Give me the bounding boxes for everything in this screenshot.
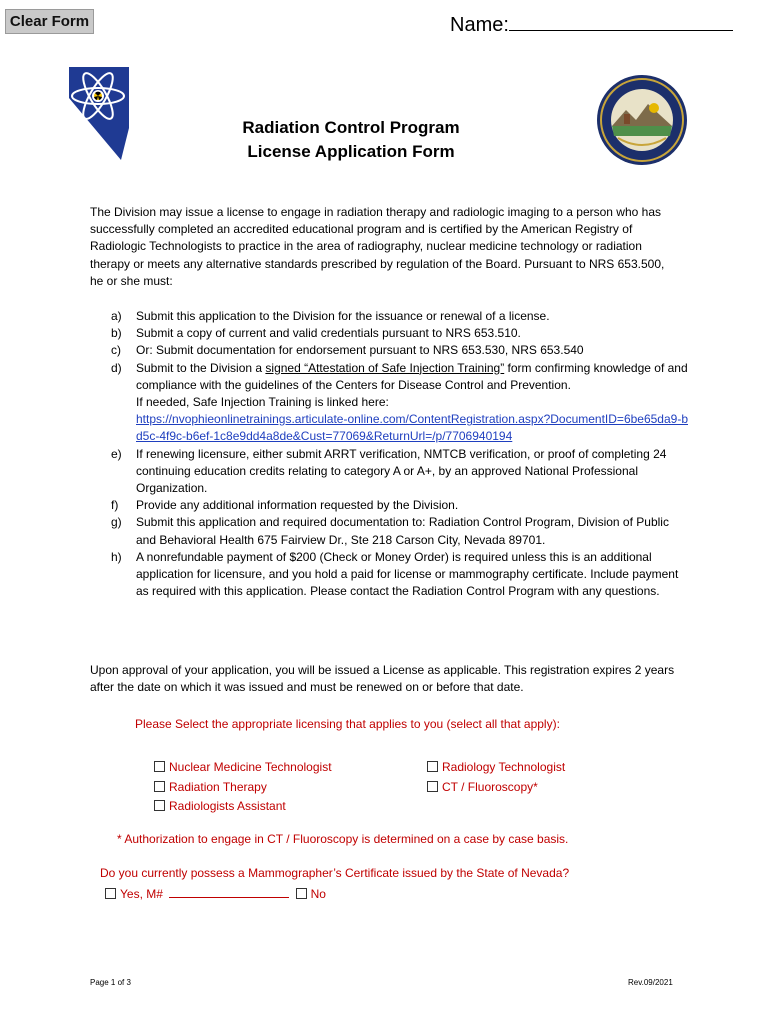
- list-item: [90, 325, 690, 342]
- checkbox-icon[interactable]: [154, 781, 165, 792]
- list-item: [90, 308, 690, 325]
- option-label: Radiologists Assistant: [169, 799, 286, 813]
- item-label: g): [111, 515, 122, 530]
- ct-authorization-note: * Authorization to engage in CT / Fluoroscopy is determined on a case by case basis.: [117, 832, 569, 846]
- option-radiology-technologist[interactable]: [427, 758, 667, 778]
- item-label: e): [111, 446, 122, 461]
- option-radiation-therapy[interactable]: [154, 778, 414, 798]
- item-label: h): [111, 549, 122, 564]
- license-options-right: [427, 758, 667, 797]
- license-options-left: [154, 758, 414, 817]
- requirements-list: [90, 308, 690, 600]
- name-field: [450, 12, 733, 37]
- page-number: Page 1 of 3: [90, 978, 131, 987]
- title-line-2: License Application Form: [247, 142, 455, 161]
- checkbox-icon[interactable]: [154, 761, 165, 772]
- item-text: A nonrefundable payment of $200 (Check or Money Order) is required unless this is an additional application for licensure, and you hold a paid for license or mammography certificate. Include payment as required with this application. Please contact the Radiation Control Program with any questions.: [136, 549, 679, 599]
- no-label: No: [310, 887, 326, 901]
- item-text: Submit this application to the Division for the issuance or renewal of a license.: [136, 309, 550, 323]
- item-text-pre: Submit to the Division a: [136, 360, 266, 375]
- option-label: Nuclear Medicine Technologist: [169, 760, 332, 774]
- name-input-line[interactable]: [509, 12, 733, 31]
- title-line-1: Radiation Control Program: [242, 118, 460, 137]
- intro-paragraph: The Division may issue a license to engage in radiation therapy and radiologic imaging to a person who has successfully completed an accredited educational program and is certified by the American Registry of Radiologic Technologists to practice in the area of radiography, nuclear medicine technology or radiation therapy or meets any alternative standards prescribed by regulation of the Board. Pursuant to NRS 653.500, he or she must:: [90, 205, 665, 288]
- mammographer-number-field[interactable]: [169, 885, 289, 898]
- item-label: f): [111, 498, 119, 513]
- attestation-form-name: signed “Attestation of Safe Injection Training”: [265, 360, 505, 375]
- license-select-prompt: Please Select the appropriate licensing that applies to you (select all that apply):: [135, 717, 560, 731]
- option-radiologists-assistant[interactable]: [154, 797, 414, 817]
- checkbox-icon[interactable]: [427, 781, 438, 792]
- option-label: CT / Fluoroscopy*: [442, 779, 538, 794]
- item-text: Provide any additional information requested by the Division.: [136, 498, 459, 513]
- option-ct-fluoroscopy[interactable]: [427, 778, 667, 798]
- item-text-post: form confirming knowledge of and compliance with the guidelines of the Centers for Disease Control and Prevention.: [136, 360, 688, 392]
- list-item: [90, 514, 690, 548]
- item-label: b): [111, 326, 122, 341]
- item-text: Submit a copy of current and valid credentials pursuant to NRS 653.510.: [136, 326, 521, 341]
- mammography-question: Do you currently possess a Mammographer’s Certificate issued by the State of Nevada?: [100, 866, 570, 880]
- clear-form-button[interactable]: Clear Form: [5, 9, 94, 34]
- checkbox-icon[interactable]: [154, 800, 165, 811]
- list-item: [90, 549, 690, 601]
- checkbox-icon[interactable]: [296, 888, 307, 899]
- approval-paragraph: Upon approval of your application, you will be issued a License as applicable. This registration expires 2 years after the date on which it was issued and must be renewed on or before that date.: [90, 663, 675, 695]
- checkbox-icon[interactable]: [427, 761, 438, 772]
- checkbox-icon[interactable]: [105, 888, 116, 899]
- mammography-answer-row: [105, 885, 505, 903]
- form-title: [0, 118, 736, 162]
- option-nuclear-medicine[interactable]: [154, 758, 414, 778]
- list-item: [90, 446, 690, 498]
- item-text: Or: Submit documentation for endorsement pursuant to NRS 653.530, NRS 653.540: [136, 343, 584, 358]
- no-option[interactable]: [296, 887, 326, 901]
- item-label: a): [111, 309, 122, 323]
- revision-date: Rev.09/2021: [628, 978, 673, 987]
- option-label: Radiation Therapy: [169, 779, 267, 794]
- yes-label: Yes, M#: [120, 887, 163, 901]
- list-item: [90, 342, 690, 359]
- item-text: If renewing licensure, either submit ARRT verification, NMTCB verification, or proof of completing 24 continuing education credits relating to category A or A+, by an approved National Professional Organization.: [136, 446, 667, 496]
- list-item: [90, 360, 690, 446]
- list-item: [90, 497, 690, 514]
- item-label: c): [111, 343, 121, 358]
- item-label: d): [111, 360, 122, 375]
- item-text: Submit this application and required documentation to: Radiation Control Program, Division of Public and Behavioral Health 675 Fairview Dr., Ste 218 Carson City, Nevada 89701.: [136, 515, 669, 547]
- option-label: Radiology Technologist: [442, 760, 566, 774]
- yes-option[interactable]: [105, 887, 163, 901]
- safe-injection-training-link[interactable]: https://nvophieonlinetrainings.articulate-online.com/ContentRegistration.aspx?DocumentID=6be65da9-bd5c-4f9c-b6ef-1c8e9dd4a8de&Cust=77069&ReturnUrl=/p/7706940194: [136, 412, 688, 444]
- training-link-intro: If needed, Safe Injection Training is linked here:: [136, 395, 389, 410]
- name-label: Name:: [450, 14, 509, 36]
